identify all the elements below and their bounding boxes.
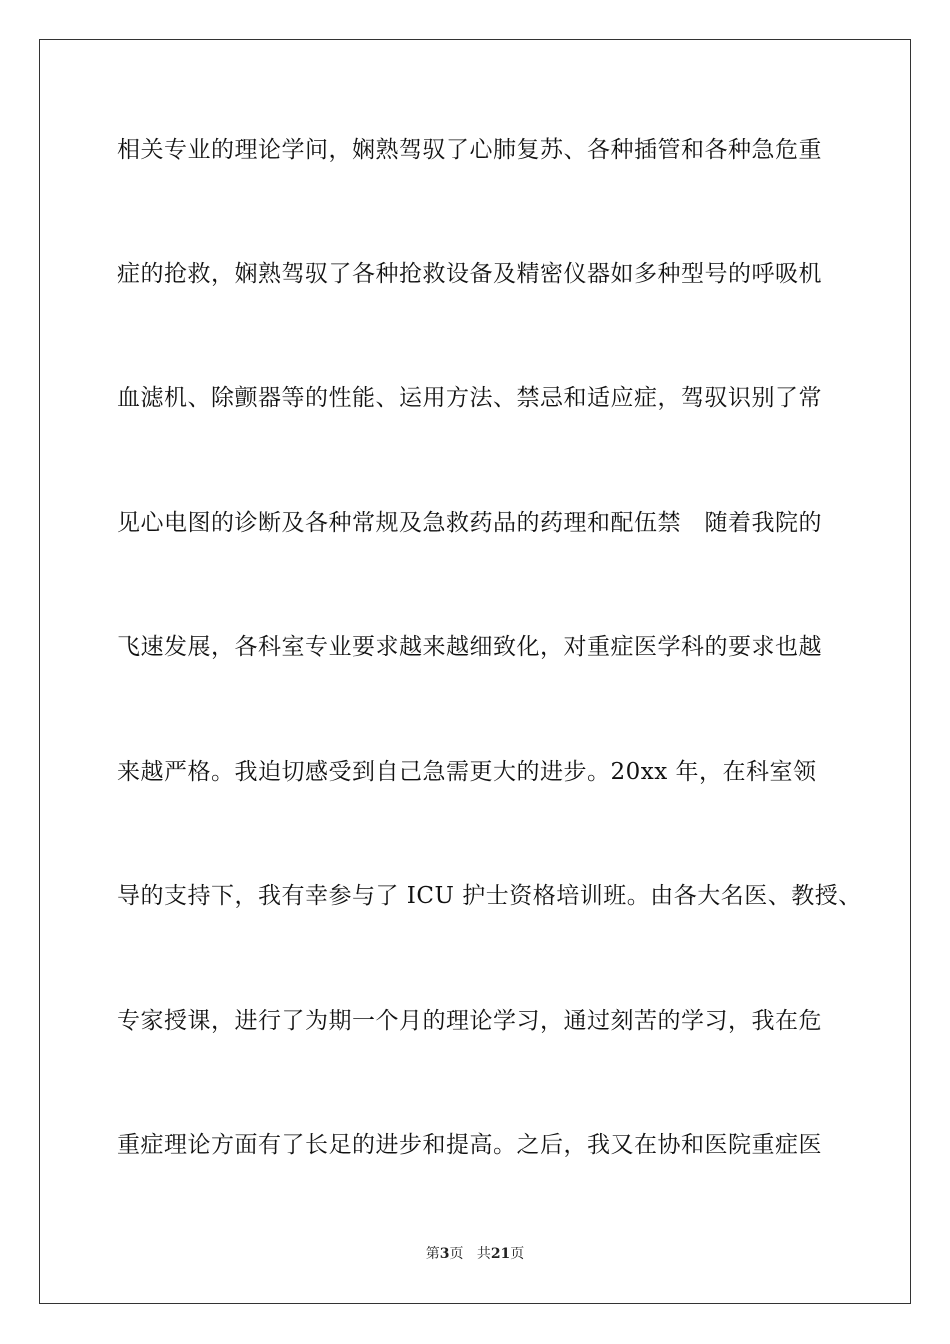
body-text-line-1: 相关专业的理论学问，娴熟驾驭了心肺复苏、各种插管和各种急危重 xyxy=(117,137,822,163)
body-text-line-8: 专家授课，进行了为期一个月的理论学习，通过刻苦的学习，我在危 xyxy=(117,1008,822,1034)
footer-total-pages: 21 xyxy=(490,1246,511,1262)
footer-page-prefix: 第 xyxy=(425,1246,440,1262)
body-text-line-4: 见心电图的诊断及各种常规及急救药品的药理和配伍禁 随着我院的 xyxy=(117,510,822,536)
page-footer xyxy=(0,1245,950,1263)
body-text-line-7: 导的支持下，我有幸参与了 ICU 护士资格培训班。由各大名医、教授、 xyxy=(117,883,862,909)
body-text-line-5: 飞速发展，各科室专业要求越来越细致化，对重症医学科的要求也越 xyxy=(117,634,822,660)
page-border xyxy=(39,39,911,1304)
footer-total-suffix: 页 xyxy=(510,1246,525,1262)
footer-page-suffix: 页 xyxy=(449,1246,464,1262)
body-text-line-6: 来越严格。我迫切感受到自己急需更大的进步。20xx 年，在科室领 xyxy=(117,759,817,785)
footer-page-number: 3 xyxy=(439,1246,450,1262)
body-text-line-3: 血滤机、除颤器等的性能、运用方法、禁忌和适应症，驾驭识别了常 xyxy=(117,385,822,411)
body-text-line-2: 症的抢救，娴熟驾驭了各种抢救设备及精密仪器如多种型号的呼吸机 xyxy=(117,261,822,287)
footer-total-prefix: 共 xyxy=(476,1246,491,1262)
body-text-line-9: 重症理论方面有了长足的进步和提高。之后，我又在协和医院重症医 xyxy=(117,1132,822,1158)
